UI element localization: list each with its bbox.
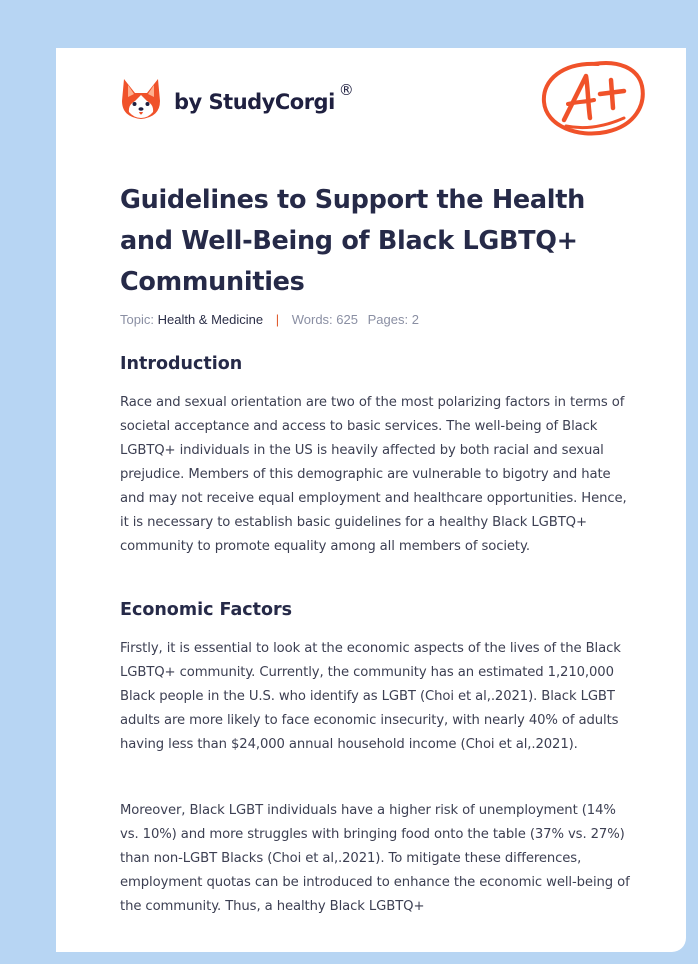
section-heading-economic-factors: Economic Factors	[120, 600, 293, 620]
brand-name: by StudyCorgi	[174, 90, 335, 114]
corgi-logo-icon	[120, 77, 162, 121]
meta-separator: |	[275, 312, 280, 327]
paragraph: Firstly, it is essential to look at the economic aspects of the lives of the Black LGBTQ+ community. Currently, the community has an estimated 1,210,000 Black people in the U.S. who identify as LGBT (Choi et al,.2021). Black LGBT adults are more likely to face economic insecurity, with nearly 40% of adults having less than $24,000 annual household income (Choi et al,.2021).	[120, 641, 621, 752]
paragraph: Race and sexual orientation are two of the most polarizing factors in terms of societal acceptance and access to basic services. The well-being of Black LGBTQ+ individuals in the US is heavily affected by both racial and sexual prejudice. Members of this demographic are vulnerable to bigotry and hate and may not receive equal employment and healthcare opportunities. Hence, it is necessary to establish basic guidelines for a healthy Black LGBTQ+ community to promote equality among all members of society.	[120, 395, 627, 554]
document-title: Guidelines to Support the Health and Well-Being of Black LGBTQ+ Communities	[120, 185, 585, 297]
registered-mark: ®	[338, 81, 354, 99]
topic-link[interactable]: Health & Medicine	[157, 312, 264, 327]
topic-label: Topic:	[120, 312, 154, 327]
document-meta	[120, 312, 419, 327]
document-card	[56, 48, 686, 952]
paragraph: Moreover, Black LGBT individuals have a higher risk of unemployment (14% vs. 10%) and more struggles with bringing food onto the table (37% vs. 27%) than non-LGBT Blacks (Choi et al,.2021). To mitigate these differences, employment quotas can be introduced to enhance the economic well-being of the community. Thus, a healthy Black LGBTQ+	[120, 803, 630, 914]
brand-logo[interactable]	[120, 76, 354, 122]
word-count: Words: 625	[291, 312, 358, 327]
page-count: Pages: 2	[367, 312, 419, 327]
a-plus-grade-icon	[538, 58, 648, 140]
section-heading-introduction: Introduction	[120, 354, 243, 374]
